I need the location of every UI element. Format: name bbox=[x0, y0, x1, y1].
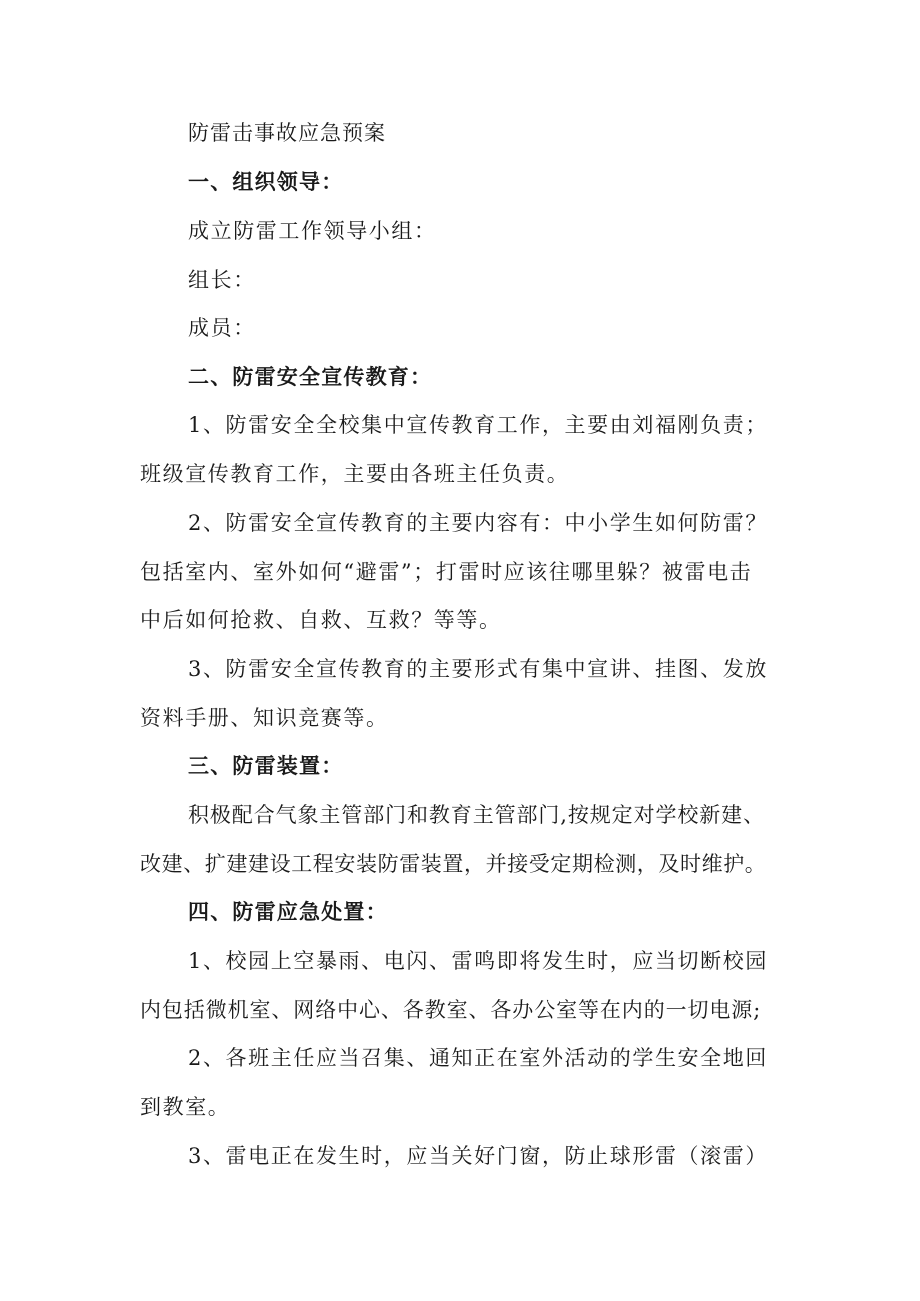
paragraph-line: 成立防雷工作领导小组： bbox=[188, 219, 437, 243]
paragraph-line: 包括室内、室外如何“避雷”；打雷时应该往哪里躲？被雷电击 bbox=[140, 560, 753, 584]
section-1-heading: 一、组织领导： bbox=[188, 170, 344, 194]
paragraph-line: 改建、扩建建设工程安装防雷装置，并接受定期检测，及时维护。 bbox=[140, 852, 767, 876]
paragraph-line: 到教室。 bbox=[140, 1095, 231, 1119]
paragraph-line: 1、校园上空暴雨、电闪、雷鸣即将发生时，应当切断校园 bbox=[188, 949, 768, 973]
paragraph-line: 成员： bbox=[188, 316, 256, 340]
document-title: 防雷击事故应急预案 bbox=[188, 121, 386, 145]
paragraph-line: 积极配合气象主管部门和教育主管部门,按规定对学校新建、 bbox=[188, 803, 765, 827]
paragraph-line: 资料手册、知识竞赛等。 bbox=[140, 706, 389, 730]
paragraph-line: 中后如何抢救、自救、互救？等等。 bbox=[140, 608, 502, 632]
section-3-heading: 三、防雷装置： bbox=[188, 754, 344, 778]
paragraph-line: 组长： bbox=[188, 268, 256, 292]
paragraph-line: 2、防雷安全宣传教育的主要内容有：中小学生如何防雷？ bbox=[188, 511, 768, 535]
paragraph-line: 3、雷电正在发生时，应当关好门窗，防止球形雷（滚雷） bbox=[188, 1144, 768, 1168]
section-4-heading: 四、防雷应急处置： bbox=[188, 900, 388, 924]
paragraph-line: 1、防雷安全全校集中宣传教育工作，主要由刘福刚负责； bbox=[188, 413, 768, 437]
paragraph-line: 3、防雷安全宣传教育的主要形式有集中宣讲、挂图、发放 bbox=[188, 657, 768, 681]
section-2-heading: 二、防雷安全宣传教育： bbox=[188, 365, 433, 389]
paragraph-line: 2、各班主任应当召集、通知正在室外活动的学生安全地回 bbox=[188, 1046, 768, 1070]
paragraph-line: 班级宣传教育工作，主要由各班主任负责。 bbox=[140, 462, 570, 486]
paragraph-line: 内包括微机室、网络中心、各教室、各办公室等在内的一切电源; bbox=[140, 998, 762, 1022]
